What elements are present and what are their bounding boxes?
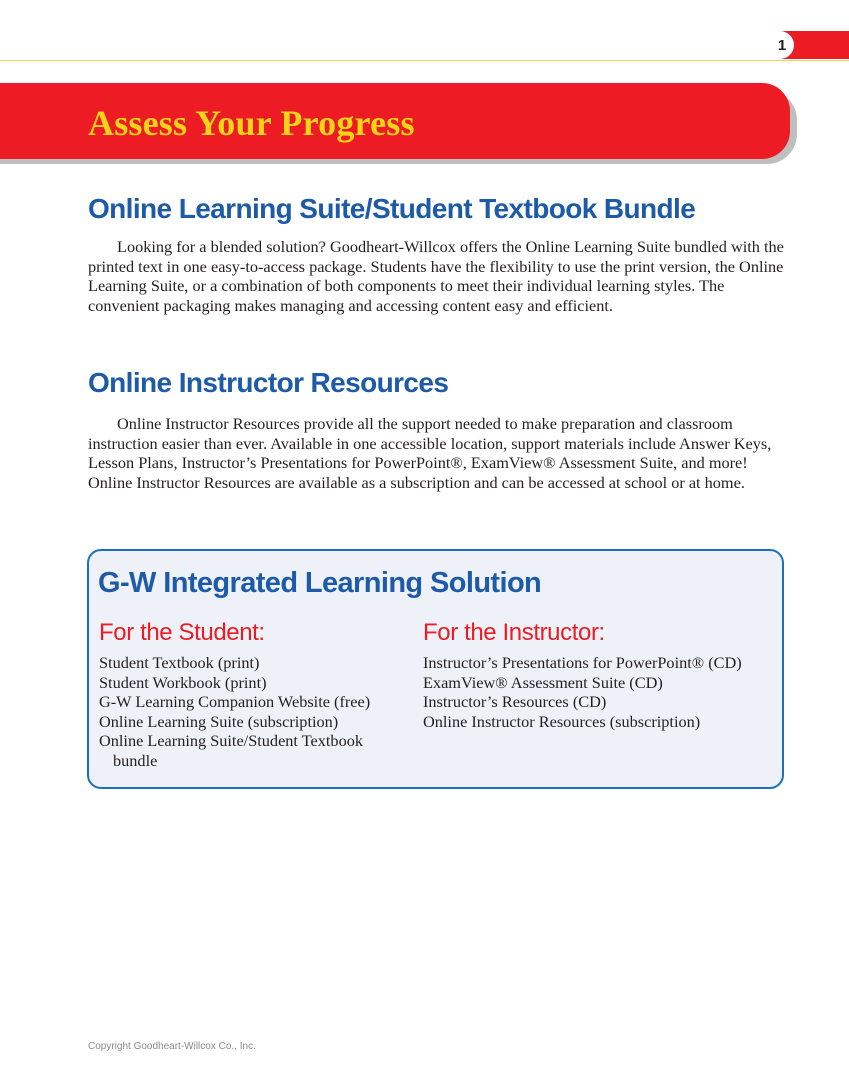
student-list (99, 653, 409, 771)
list-item: Instructor’s Resources (CD) (423, 692, 607, 712)
chapter-title: Assess Your Progress (88, 103, 415, 143)
page-number: 1 (770, 31, 794, 59)
instructor-column-heading: For the Instructor: (423, 619, 605, 646)
list-item: G-W Learning Companion Website (free) (99, 692, 371, 712)
list-item: ExamView® Assessment Suite (CD) (423, 672, 663, 692)
list-item: Student Textbook (print) (99, 653, 260, 672)
list-item: Student Workbook (print) (99, 672, 267, 692)
section-body-instructor-resources: Online Instructor Resources provide all the support needed to make preparation and classroom instruction easier than ever. Available in one accessible location, support materials include Answer Keys, Lesson Plans, Instructor’s Presentations for PowerPoint®, ExamView® Assessment Suite, and more! Online Instructor Resources are available as a subscription and can be accessed at school or at home. (88, 414, 772, 492)
list-item: Online Learning Suite (subscription) (99, 711, 339, 731)
student-column-heading: For the Student: (99, 619, 265, 646)
list-item: Online Learning Suite/Student Textbook bundle (99, 731, 363, 770)
solution-box-title: G-W Integrated Learning Solution (98, 567, 542, 599)
section-heading-instructor-resources: Online Instructor Resources (88, 367, 449, 398)
section-heading-bundle: Online Learning Suite/Student Textbook Bundle (88, 193, 696, 224)
list-item: Online Instructor Resources (subscription) (423, 711, 701, 731)
section-body-bundle: Looking for a blended solution? Goodheart-Willcox offers the Online Learning Suite bundled with the printed text in one easy-to-access package. Students have the flexibility to use the print version, the Online Learning Suite, or a combination of both components to meet their individual learning styles. The convenient packaging makes managing and accessing content easy and efficient. (88, 237, 784, 315)
list-item: Instructor’s Presentations for PowerPoint® (CD) (423, 653, 742, 672)
copyright-footer: Copyright Goodheart-Willcox Co., Inc. (88, 1041, 256, 1052)
instructor-list (423, 653, 778, 731)
top-rule (0, 60, 849, 61)
